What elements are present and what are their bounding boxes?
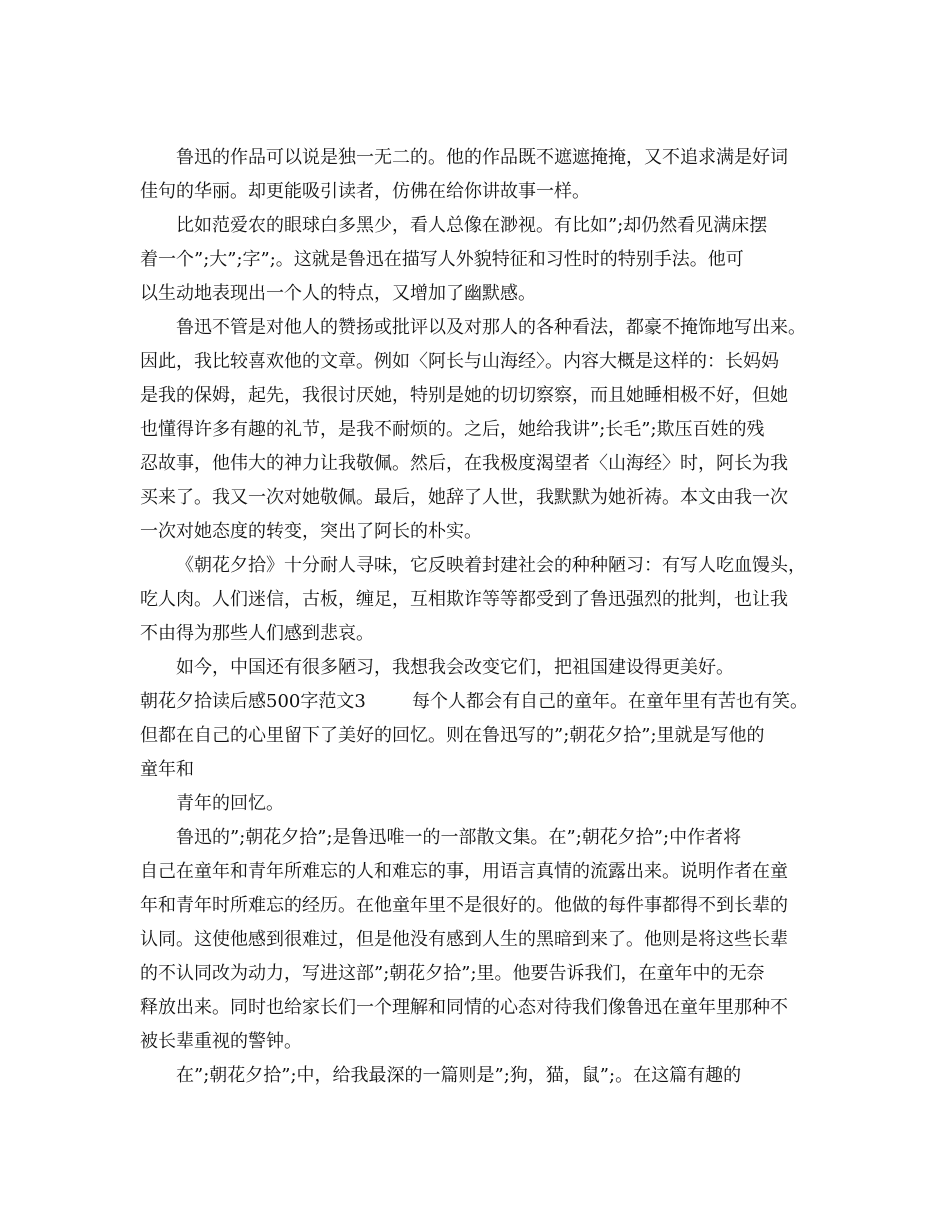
text-line: 鲁迅的”;朝花夕拾”;是鲁迅唯一的一部散文集。在”;朝花夕拾”;中作者将 <box>176 827 742 848</box>
text-line: 自己在童年和青年所难忘的人和难忘的事，用语言真情的流露出来。说明作者在童 <box>140 861 788 882</box>
text-line: 吃人肉。人们迷信，古板，缠足，互相欺诈等等都受到了鲁迅强烈的批判，也让我 <box>140 589 788 610</box>
text-line: 童年和 <box>140 759 194 780</box>
text-line: 不由得为那些人们感到悲哀。 <box>140 623 374 644</box>
text-line: 比如范爱农的眼球白多黑少，看人总像在渺视。有比如”;却仍然看见满床摆 <box>176 215 768 236</box>
text-line: 鲁迅的作品可以说是独一无二的。他的作品既不遮遮掩掩，又不追求满是好词 <box>176 147 788 168</box>
text-line: 被长辈重视的警钟。 <box>140 1031 302 1052</box>
text-line: 以生动地表现出一个人的特点，又增加了幽默感。 <box>140 283 536 304</box>
text-line: 青年的回忆。 <box>176 793 284 814</box>
text-line: 一次对她态度的转变，突出了阿长的朴实。 <box>140 521 482 542</box>
text-line: 《朝花夕拾》十分耐人寻味，它反映着封建社会的种种陋习：有写人吃血馒头， <box>176 555 806 576</box>
text-line: 忍故事，他伟大的神力让我敬佩。然后，在我极度渴望者〈山海经〉时，阿长为我 <box>140 453 788 474</box>
text-line: 在”;朝花夕拾”;中，给我最深的一篇则是”;狗，猫，鼠”;。在这篇有趣的 <box>176 1065 742 1086</box>
text-line: 着一个”;大”;字”;。这就是鲁迅在描写人外貌特征和习性时的特别手法。他可 <box>140 249 744 270</box>
section-heading: 朝花夕拾读后感500字范文3 <box>140 691 366 712</box>
text-line: 也懂得许多有趣的礼节，是我不耐烦的。之后，她给我讲”;长毛”;欺压百姓的残 <box>140 419 765 440</box>
text-line: 认同。这使他感到很难过，但是他没有感到人生的黑暗到来了。他则是将这些长辈 <box>140 929 788 950</box>
text-line: 是我的保姆，起先，我很讨厌她，特别是她的切切察察，而且她睡相极不好，但她 <box>140 385 788 406</box>
text-line: 如今，中国还有很多陋习，我想我会改变它们，把祖国建设得更美好。 <box>176 657 734 678</box>
text-line: 鲁迅不管是对他人的赞扬或批评以及对那人的各种看法，都豪不掩饰地写出来。 <box>176 317 806 338</box>
text-line: 但都在自己的心里留下了美好的回忆。则在鲁迅写的”;朝花夕拾”;里就是写他的 <box>140 725 765 746</box>
text-line <box>140 687 830 717</box>
text-line: 的不认同改为动力，写进这部”;朝花夕拾”;里。他要告诉我们，在童年中的无奈 <box>140 963 765 984</box>
text-line: 因此，我比较喜欢他的文章。例如〈阿长与山海经〉。内容大概是这样的：长妈妈 <box>140 351 779 372</box>
text-line-content: 每个人都会有自己的童年。在童年里有苦也有笑。 <box>412 691 808 712</box>
text-line: 买来了。我又一次对她敬佩。最后，她辞了人世，我默默为她祈祷。本文由我一次 <box>140 487 788 508</box>
text-line: 释放出来。同时也给家长们一个理解和同情的心态对待我们像鲁迅在童年里那种不 <box>140 997 788 1018</box>
text-line: 年和青年时所难忘的经历。在他童年里不是很好的。他做的每件事都得不到长辈的 <box>140 895 788 916</box>
text-line: 佳句的华丽。却更能吸引读者，仿佛在给你讲故事一样。 <box>140 181 590 202</box>
